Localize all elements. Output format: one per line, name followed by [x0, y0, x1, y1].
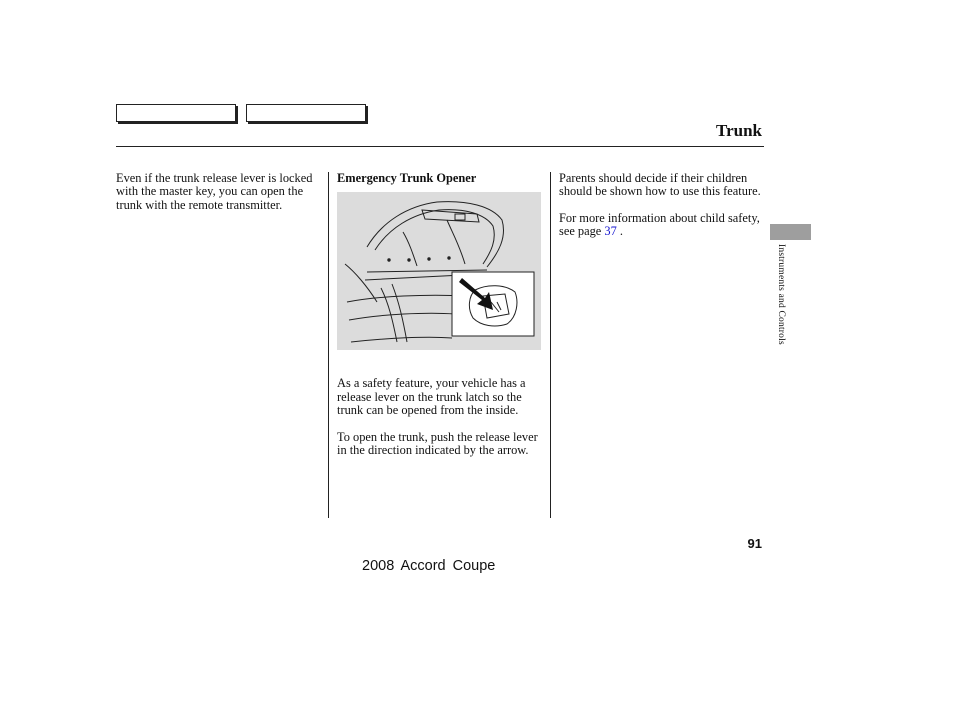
nav-button-previous[interactable]: [116, 104, 236, 122]
column-divider-1: [328, 172, 329, 518]
page-reference-link[interactable]: 37: [604, 224, 617, 239]
section-heading: Emergency Trunk Opener: [337, 171, 477, 185]
title-divider: [116, 146, 764, 147]
section-tab: [770, 224, 811, 240]
left-column: [116, 172, 321, 212]
right-paragraph-1: Parents should decide if their children should be shown how to use this feature.: [559, 171, 761, 199]
right-paragraph-2-suffix: .: [619, 224, 624, 239]
page-title: Trunk: [716, 121, 762, 140]
nav-button-next[interactable]: [246, 104, 366, 122]
page-number: 91: [747, 536, 762, 551]
right-paragraph-2-text: For more information about child safety, see page: [559, 210, 760, 239]
trunk-latch-drawing: [337, 192, 541, 350]
trunk-latch-illustration: [337, 192, 541, 350]
section-label: Instruments and Controls: [776, 244, 786, 345]
column-divider-2: [550, 172, 551, 518]
middle-paragraph-1: As a safety feature, your vehicle has a release lever on the trunk latch so the trunk can be opened from the inside.: [337, 376, 526, 418]
middle-paragraph-2: To open the trunk, push the release lever in the direction indicated by the arrow.: [337, 429, 538, 458]
left-paragraph: Even if the trunk release lever is locked with the master key, you can open the trunk with the remote transmitter.: [116, 171, 313, 212]
right-column: [559, 172, 764, 239]
footer-model: 2008 Accord Coupe: [362, 558, 496, 574]
right-paragraph-2: [559, 212, 764, 239]
